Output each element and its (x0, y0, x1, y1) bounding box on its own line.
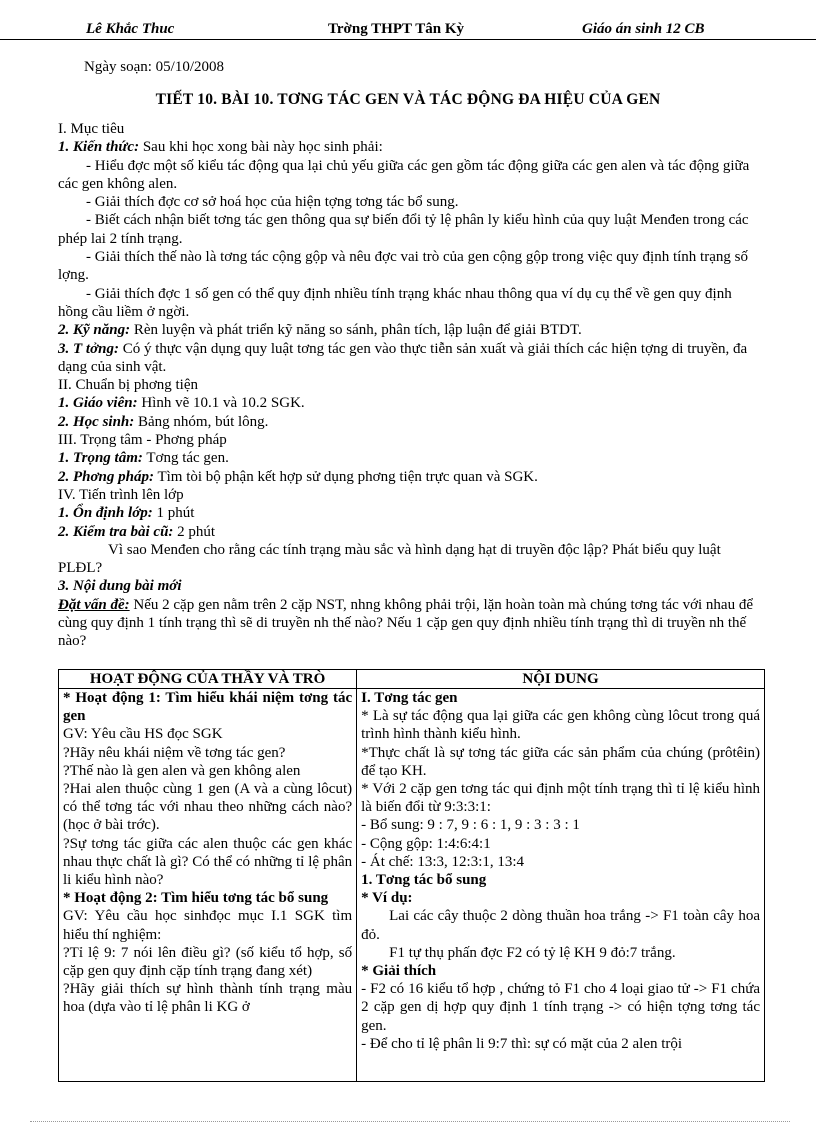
content-line: * Với 2 cặp gen tơng tác qui định một tính trạng thì tỉ lệ kiểu hình là biến đổi từ 9:3:3:1: (361, 781, 760, 816)
activity-line: ?Sự tơng tác giữa các alen thuộc các gen khác nhau thực chất là gì? Có thể có những tỉ lệ phân li kiểu hình nào? (63, 835, 353, 889)
prep-teacher-label: 1. Giáo viên: (58, 395, 138, 412)
content-heading-explanation: * Giải thích (361, 963, 437, 980)
knowledge-item-4: - Giải thích thế nào là tơng tác cộng gộp và nêu đợc vai trò của gen cộng gộp trong việc quy định tính trạng số lợng. (58, 249, 748, 284)
activity-line: ?Hãy nêu khái niệm về tơng tác gen? (63, 744, 286, 761)
section-focus-method: III. Trọng tâm - Phơng pháp (58, 432, 227, 449)
lesson-title: TIẾT 10. BÀI 10. TƠNG TÁC GEN VÀ TÁC ĐỘNG ĐA HIỆU CỦA GEN (155, 91, 661, 108)
content-cell (357, 689, 765, 1082)
col-header-content: NỘI DUNG (357, 670, 765, 689)
content-line: - Cộng gộp: 1:4:6:4:1 (361, 835, 491, 852)
knowledge-item-2: - Giải thích đợc cơ sở hoá học của hiện tợng tơng tác bổ sung. (86, 194, 459, 211)
objective-knowledge (58, 138, 760, 156)
table-row (59, 689, 765, 1082)
activity-2-heading: * Hoạt động 2: Tìm hiểu tơng tác bổ sung (63, 890, 329, 907)
content-line: - Át chế: 13:3, 12:3:1, 13:4 (361, 853, 525, 870)
knowledge-item-1: - Hiểu đợc một số kiểu tác động qua lại chủ yếu giữa các gen gồm tác động giữa các gen alen và tác động giữa các gen không alen. (58, 157, 750, 192)
problem-statement (58, 596, 760, 651)
page-header (0, 19, 816, 40)
content-line: - Để cho tỉ lệ phân li 9:7 thì: sự có mặt của 2 alen trội (361, 1035, 683, 1052)
new-lesson-label: 3. Nội dung bài mới (58, 578, 182, 595)
content-heading-complementary: 1. Tơng tác bổ sung (361, 872, 487, 889)
section-procedure: IV. Tiến trình lên lớp (58, 486, 184, 503)
objective-skills (58, 321, 760, 339)
lesson-body (58, 120, 760, 651)
class-settle-label: 1. Ổn định lớp: (58, 505, 153, 522)
activity-line: ?Hãy giải thích sự hình thành tính trạng màu hoa (dựa vào tỉ lệ phân li KG ở (63, 981, 353, 1016)
objective-attitude-text: Có ý thực vận dụng quy luật tơng tác gen vào thực tiễn sản xuất và giải thích các hiện tợng di truyền, đa dạng của sinh vật. (58, 340, 748, 375)
method-label: 2. Phơng pháp: (58, 468, 154, 485)
activity-line: ?Hai alen thuộc cùng 1 gen (A và a cùng lôcut) có thể tơng tác với nhau theo những cách nào? (học ở bài trớc). (63, 781, 353, 834)
section-preparation: II. Chuẩn bị phơng tiện (58, 377, 198, 394)
objective-attitude (58, 340, 760, 377)
prep-student-text: Bảng nhóm, bút lông. (134, 413, 269, 430)
objective-skills-text: Rèn luyện và phát triển kỹ năng so sánh, phân tích, lập luận để giải BTDT. (130, 322, 582, 339)
header-subject: Giáo án sinh 12 CB (582, 21, 705, 37)
section-objectives: I. Mục tiêu (58, 121, 125, 137)
prep-student-label: 2. Học sinh: (58, 413, 135, 430)
objective-skills-label: 2. Kỹ năng: (58, 322, 131, 339)
prep-student (58, 413, 760, 431)
review-label: 2. Kiểm tra bài cũ: (58, 523, 174, 540)
focus-text: Tơng tác gen. (142, 450, 229, 467)
header-school: Trờng THPT Tân Kỳ (328, 21, 464, 37)
method (58, 468, 760, 486)
content-heading-example: * Ví dụ: (361, 890, 413, 907)
activity-line: GV: Yêu cầu HS đọc SGK (63, 726, 223, 743)
problem-statement-text: Nếu 2 cặp gen nằm trên 2 cặp NST, nhng không phải trội, lặn hoàn toàn mà chúng tơng tác với nhau để cùng quy định 1 tính trạng thì sẽ di truyền nh thế nào? Nếu 1 cặp gen quy định nhiều tính trạng thì di truyền nh thế nào? (58, 596, 753, 650)
prep-teacher-text: Hình vẽ 10.1 và 10.2 SGK. (137, 395, 305, 412)
prep-teacher (58, 394, 760, 412)
page-bottom-border (30, 1121, 790, 1122)
content-line: - F2 có 16 kiểu tổ hợp , chứng tỏ F1 cho 4 loại giao tử -> F1 chứa 2 cặp gen dị hợp quy định 1 tính trạng -> có hiện tợng tơng tác gen. (361, 981, 760, 1034)
content-line: F1 tự thụ phấn đợc F2 có tỷ lệ KH 9 đỏ:7 trắng. (389, 944, 676, 961)
table-header-row (59, 670, 765, 689)
activity-line: ?Tỉ lệ 9: 7 nói lên điều gì? (số kiểu tổ hợp, số cặp gen quy định cặp tính trạng đang xét) (63, 944, 353, 980)
review (58, 523, 760, 541)
review-question: Vì sao Menđen cho rằng các tính trạng màu sắc và hình dạng hạt di truyền độc lập? Phát biểu quy luật PLĐL? (58, 541, 721, 577)
method-text: Tìm tòi bộ phận kết hợp sử dụng phơng tiện trực quan và SGK. (153, 468, 538, 485)
preparation-date: Ngày soạn: 05/10/2008 (84, 59, 224, 75)
activity-line: ?Thế nào là gen alen và gen không alen (63, 762, 301, 779)
content-heading-interaction: I. Tơng tác gen (361, 690, 458, 706)
knowledge-item-3: - Biết cách nhận biết tơng tác gen thông qua sự biến đổi tỷ lệ phân ly kiểu hình của quy luật Menđen trong các phép lai 2 tính trạng. (58, 212, 749, 247)
objective-attitude-label: 3. T tởng: (58, 340, 119, 357)
focus-label: 1. Trọng tâm: (58, 450, 143, 467)
focus (58, 449, 760, 467)
objective-knowledge-label: 1. Kiến thức: (58, 139, 140, 156)
problem-statement-label: Đặt vấn đề: (58, 596, 130, 613)
content-line: *Thực chất là sự tơng tác giữa các sản phẩm của chúng (prôtêin) để tạo KH. (361, 744, 760, 779)
class-settle (58, 504, 760, 522)
content-line: * Là sự tác động qua lại giữa các gen không cùng lôcut trong quá trình hình thành kiểu hình. (361, 708, 760, 743)
class-settle-text: 1 phút (152, 505, 195, 522)
activity-1-heading: * Hoạt động 1: Tìm hiểu khái niệm tơng tác gen (63, 690, 353, 725)
activity-line: GV: Yêu cầu học sinhđọc mục I.1 SGK tìm hiểu thí nghiệm: (63, 908, 353, 943)
knowledge-item-5: - Giải thích đợc 1 số gen có thể quy định nhiều tính trạng khác nhau thông qua ví dụ cụ thể về gen quy định hồng cầu liềm ở ngời. (58, 285, 732, 320)
objective-knowledge-text: Sau khi học xong bài này học sinh phải: (139, 139, 383, 156)
activity-table (58, 669, 765, 1082)
activities-cell (59, 689, 357, 1082)
content-line: - Bổ sung: 9 : 7, 9 : 6 : 1, 9 : 3 : 3 : 1 (361, 817, 580, 834)
content-line: Lai các cây thuộc 2 dòng thuần hoa trắng -> F1 toàn cây hoa đỏ. (361, 908, 760, 943)
header-author: Lê Khắc Thuc (86, 21, 175, 37)
col-header-activities: HOẠT ĐỘNG CỦA THẦY VÀ TRÒ (59, 670, 357, 689)
review-text: 2 phút (173, 523, 216, 540)
